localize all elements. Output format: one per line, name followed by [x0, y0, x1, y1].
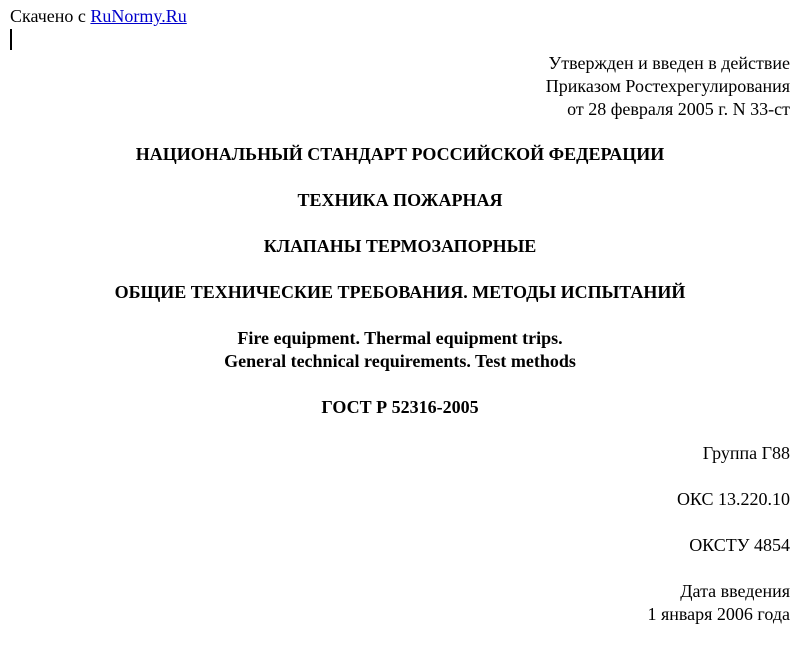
- okstu-code: ОКСТУ 4854: [689, 535, 790, 555]
- valves-heading: КЛАПАНЫ ТЕРМОЗАПОРНЫЕ: [263, 236, 537, 256]
- effective-date: 1 января 2006 года: [647, 604, 790, 624]
- gost-number: ГОСТ Р 52316-2005: [321, 397, 479, 417]
- source-link[interactable]: RuNormy.Ru: [90, 6, 187, 26]
- effective-date-label: Дата введения: [680, 581, 790, 601]
- requirements-heading: ОБЩИЕ ТЕХНИЧЕСКИЕ ТРЕБОВАНИЯ. МЕТОДЫ ИСПЫТАНИЙ: [114, 282, 686, 302]
- group-code: Группа Г88: [702, 443, 790, 463]
- fire-equipment-heading: ТЕХНИКА ПОЖАРНАЯ: [297, 190, 503, 210]
- approval-line-3: от 28 февраля 2005 г. N 33-ст: [567, 99, 790, 119]
- text-cursor: [10, 29, 12, 50]
- approval-line-1: Утвержден и введен в действие: [548, 53, 790, 73]
- oks-code: ОКС 13.220.10: [676, 489, 790, 509]
- english-title-line-2: General technical requirements. Test methods: [224, 351, 576, 371]
- national-standard-heading: НАЦИОНАЛЬНЫЙ СТАНДАРТ РОССИЙСКОЙ ФЕДЕРАЦИИ: [135, 144, 665, 164]
- approval-block: [546, 52, 790, 121]
- source-line: [10, 6, 187, 26]
- source-prefix: Скачено с: [10, 6, 91, 26]
- approval-line-2: Приказом Ростехрегулирования: [545, 76, 790, 96]
- english-title-line-1: Fire equipment. Thermal equipment trips.: [237, 328, 563, 348]
